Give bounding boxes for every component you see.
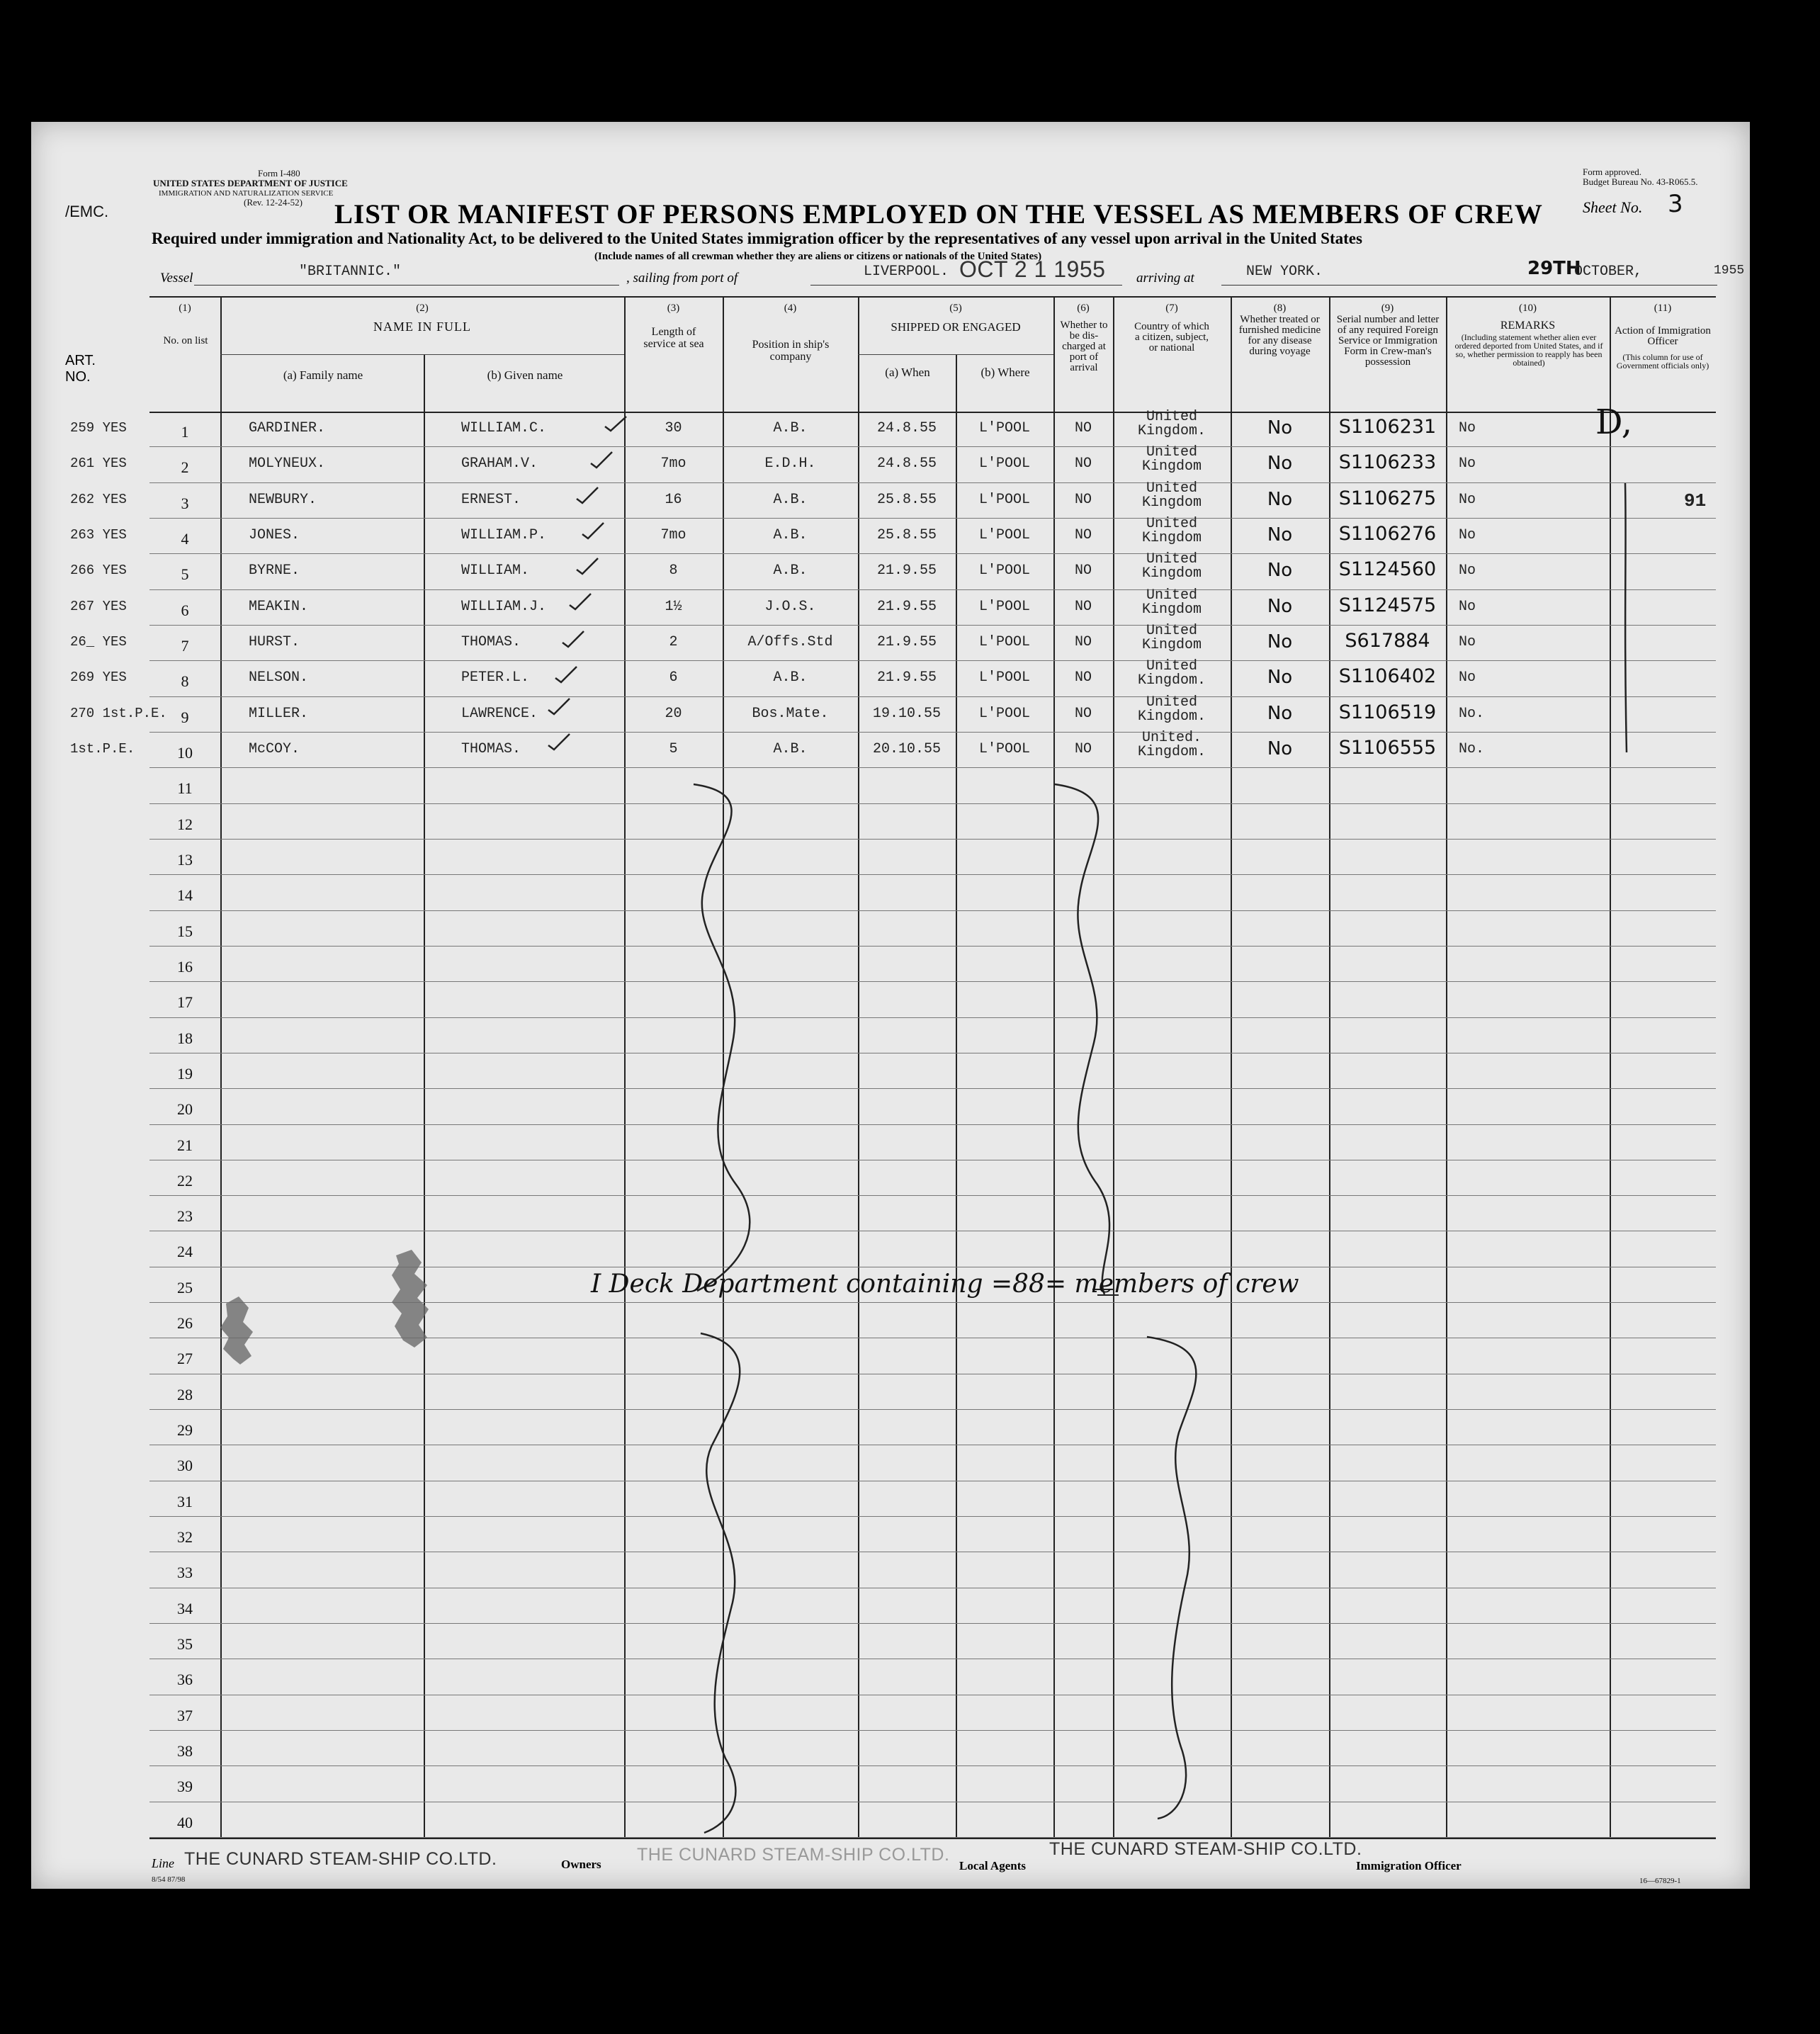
family-name: HURST.	[249, 633, 300, 650]
given-name: ERNEST.	[461, 491, 521, 508]
family-name: McCOY.	[249, 740, 300, 757]
given-name: WILLIAM.J.	[461, 598, 547, 615]
row-number: 15	[177, 922, 193, 940]
shipped-where: L'POOL	[978, 633, 1030, 650]
family-name: JONES.	[249, 526, 300, 543]
col9-number: (9)	[1381, 303, 1394, 314]
discharged: NO	[1074, 491, 1092, 508]
row-number: 34	[177, 1599, 193, 1617]
row-number: 28	[177, 1385, 193, 1403]
col10-number: (10)	[1519, 303, 1537, 314]
shipped-where: L'POOL	[978, 705, 1030, 722]
owners-value: THE CUNARD STEAM-SHIP CO.LTD.	[637, 1845, 950, 1865]
row-number: 24	[177, 1243, 193, 1261]
country: United Kingdom	[1141, 515, 1202, 546]
row-number: 27	[177, 1350, 193, 1368]
remarks: No	[1459, 669, 1476, 687]
medicine: No	[1267, 560, 1293, 582]
row-number: 29	[177, 1421, 193, 1440]
medicine: No	[1267, 702, 1293, 724]
vessel-name: "BRITANNIC."	[299, 264, 402, 280]
budget-bureau: Budget Bureau No. 43-R065.5.	[1583, 176, 1698, 187]
shipped-when: 21.9.55	[876, 598, 937, 615]
discharged: NO	[1074, 669, 1092, 687]
serial-number: S1106231	[1338, 416, 1437, 438]
art-number: 262 YES	[70, 491, 127, 507]
discharged: NO	[1074, 456, 1092, 473]
remarks: No	[1459, 563, 1476, 580]
art-number: 269 YES	[70, 669, 127, 686]
sheet-label: Sheet No.	[1583, 198, 1643, 216]
row-number: 5	[181, 565, 189, 584]
arrival-port: NEW YORK.	[1246, 264, 1323, 280]
remarks: No	[1459, 491, 1476, 508]
col4-number: (4)	[784, 303, 797, 314]
medicine: No	[1267, 488, 1293, 510]
length-of-service: 6	[669, 669, 678, 687]
sailing-label: , sailing from port of	[626, 271, 738, 286]
officer-mark: D,	[1595, 402, 1633, 442]
revision-date: (Rev. 12-24-52)	[244, 197, 303, 208]
art-number: 1st.P.E.	[70, 740, 135, 757]
shipped-when: 24.8.55	[876, 456, 937, 473]
shipped-where: L'POOL	[978, 456, 1030, 473]
shipped-when: 21.9.55	[876, 563, 937, 580]
row-number: 37	[177, 1706, 193, 1724]
handwriting-strokes	[31, 122, 1750, 1889]
row-number: 10	[177, 743, 193, 762]
position: A.B.	[773, 740, 808, 757]
medicine: No	[1267, 738, 1293, 759]
country: United Kingdom	[1141, 480, 1202, 511]
row-number: 20	[177, 1100, 193, 1119]
col2a-header: (a) Family name	[283, 368, 363, 382]
discharged: NO	[1074, 563, 1092, 580]
remarks: No	[1459, 420, 1476, 436]
medicine: No	[1267, 631, 1293, 652]
col3-number: (3)	[667, 303, 680, 314]
family-name: MOLYNEUX.	[249, 456, 326, 473]
row-number: 31	[177, 1492, 193, 1510]
col1-number: (1)	[179, 303, 191, 314]
given-name: THOMAS.	[461, 740, 521, 757]
serial-number: S1124575	[1338, 594, 1437, 616]
immigration-officer-label: Immigration Officer	[1356, 1859, 1462, 1872]
row-number: 16	[177, 957, 193, 976]
shipped-where: L'POOL	[978, 491, 1030, 508]
serial-number: S1106233	[1338, 451, 1437, 474]
officer-number: 91	[1684, 490, 1707, 512]
row-number: 8	[181, 672, 189, 691]
row-number: 7	[181, 636, 189, 655]
discharged: NO	[1074, 526, 1092, 543]
shipped-where: L'POOL	[978, 420, 1030, 436]
col2-header: NAME IN FULL	[373, 320, 471, 334]
page-subtitle: Required under immigration and Nationality Act, to be delivered to the United States immigration officer by the representatives of any vessel upon arrival in the United States	[152, 230, 1362, 247]
line-label: Line	[152, 1856, 175, 1870]
row-number: 22	[177, 1171, 193, 1190]
department-line: UNITED STATES DEPARTMENT OF JUSTICE	[153, 178, 348, 188]
remarks: No	[1459, 633, 1476, 650]
shipped-where: L'POOL	[978, 526, 1030, 543]
discharged: NO	[1074, 420, 1092, 436]
length-of-service: 2	[669, 633, 678, 650]
position: A.B.	[773, 420, 808, 436]
country: United Kingdom	[1141, 551, 1202, 582]
shipped-when: 21.9.55	[876, 669, 937, 687]
departure-port: LIVERPOOL.	[864, 264, 949, 280]
page-title: LIST OR MANIFEST OF PERSONS EMPLOYED ON THE VESSEL AS MEMBERS OF CREW	[334, 199, 1543, 230]
discharged: NO	[1074, 633, 1092, 650]
row-number: 6	[181, 601, 189, 619]
local-agents-label: Local Agents	[959, 1859, 1026, 1872]
gpo-code: 16—67829-1	[1639, 1877, 1681, 1885]
shipped-when: 20.10.55	[872, 740, 941, 757]
shipped-when: 25.8.55	[876, 491, 937, 508]
medicine: No	[1267, 453, 1293, 475]
shipped-where: L'POOL	[978, 598, 1030, 615]
line-value: THE CUNARD STEAM-SHIP CO.LTD.	[184, 1849, 497, 1869]
serial-number: S1106276	[1338, 522, 1437, 545]
col8-header: Whether treated or furnished medicine for any disease during voyage	[1238, 314, 1321, 357]
serial-number: S1106402	[1338, 665, 1437, 688]
family-name: NELSON.	[249, 669, 309, 687]
col10-header: REMARKS	[1500, 320, 1556, 332]
form-approved: Form approved.	[1583, 166, 1642, 177]
row-number: 9	[181, 708, 189, 726]
arrival-day: 29TH	[1527, 258, 1581, 279]
inclusion-note: (Include names of all crewman whether they are aliens or citizens or nationals of the United States)	[594, 251, 1042, 262]
row-number: 18	[177, 1029, 193, 1047]
deck-department-note: I Deck Department containing =88= members of crew	[591, 1270, 1299, 1299]
col4-header: Position in ship's company	[752, 339, 830, 363]
col6-header: Whether to be dis-charged at port of arrival	[1060, 320, 1108, 373]
art-number: 267 YES	[70, 598, 127, 614]
art-number: 263 YES	[70, 526, 127, 543]
row-number: 23	[177, 1207, 193, 1226]
remarks: No	[1459, 598, 1476, 615]
art-number: 270 1st.P.E.	[70, 705, 167, 721]
col3-header: Length of service at sea	[643, 326, 704, 350]
given-name: WILLIAM.P.	[461, 526, 547, 543]
col5-header: SHIPPED OR ENGAGED	[891, 320, 1021, 334]
given-name: PETER.L.	[461, 669, 530, 687]
position: A/Offs.Std	[747, 633, 833, 650]
discharged: NO	[1074, 740, 1092, 757]
length-of-service: 5	[669, 740, 678, 757]
position: A.B.	[773, 526, 808, 543]
row-number: 3	[181, 494, 189, 512]
row-number: 40	[177, 1813, 193, 1831]
arriving-label: arriving at	[1136, 271, 1194, 286]
medicine: No	[1267, 667, 1293, 689]
length-of-service: 20	[665, 705, 682, 722]
row-number: 36	[177, 1671, 193, 1689]
position: A.B.	[773, 669, 808, 687]
remarks: No	[1459, 526, 1476, 543]
row-number: 26	[177, 1314, 193, 1333]
row-number: 19	[177, 1064, 193, 1083]
art-number: 266 YES	[70, 563, 127, 579]
country: United. Kingdom.	[1137, 729, 1206, 760]
local-agents-value: THE CUNARD STEAM-SHIP CO.LTD.	[1049, 1839, 1362, 1859]
owners-label: Owners	[561, 1858, 601, 1871]
arrival-year: 1955	[1714, 264, 1745, 278]
shipped-where: L'POOL	[978, 669, 1030, 687]
length-of-service: 7mo	[660, 526, 686, 543]
row-number: 12	[177, 815, 193, 833]
given-name: GRAHAM.V.	[461, 456, 538, 473]
length-of-service: 8	[669, 563, 678, 580]
row-number: 35	[177, 1635, 193, 1654]
shipped-when: 21.9.55	[876, 633, 937, 650]
col5b-header: (b) Where	[980, 366, 1030, 379]
family-name: MEAKIN.	[249, 598, 309, 615]
row-number: 14	[177, 886, 193, 905]
serial-number: S1106519	[1338, 701, 1437, 723]
col11-number: (11)	[1654, 303, 1672, 314]
country: United Kingdom	[1141, 622, 1202, 653]
remarks: No.	[1459, 705, 1485, 722]
country: United Kingdom	[1141, 444, 1202, 475]
position: E.D.H.	[764, 456, 816, 473]
position: J.O.S.	[764, 598, 816, 615]
sheet-number: 3	[1668, 190, 1683, 218]
row-number: 32	[177, 1528, 193, 1547]
service-line: IMMIGRATION AND NATURALIZATION SERVICE	[159, 189, 334, 198]
row-number: 30	[177, 1457, 193, 1475]
family-name: BYRNE.	[249, 563, 300, 580]
art-number: 26_ YES	[70, 633, 127, 650]
given-name: LAWRENCE.	[461, 705, 538, 722]
row-number: 21	[177, 1136, 193, 1154]
medicine: No	[1267, 417, 1293, 439]
position: A.B.	[773, 563, 808, 580]
col5-number: (5)	[949, 303, 962, 314]
family-name: MILLER.	[249, 705, 309, 722]
shipped-where: L'POOL	[978, 563, 1030, 580]
serial-number: S1106275	[1338, 487, 1437, 509]
col1-header: No. on list	[163, 335, 208, 346]
col10-subheader: (Including statement whether alien ever ordered deported from United States, and if so, whether permission to reapply has been obtained)	[1454, 332, 1603, 368]
row-number: 2	[181, 458, 189, 477]
col11-subheader: (This column for use of Government officials only)	[1616, 352, 1709, 371]
col8-number: (8)	[1273, 303, 1287, 314]
medicine: No	[1267, 595, 1293, 617]
row-number: 17	[177, 993, 193, 1012]
discharged: NO	[1074, 598, 1092, 615]
family-name: GARDINER.	[249, 420, 326, 436]
vessel-label: Vessel	[160, 271, 193, 286]
row-number: 39	[177, 1778, 193, 1796]
col11-header: Action of Immigration Officer	[1615, 325, 1711, 347]
length-of-service: 7mo	[660, 456, 686, 473]
col5a-header: (a) When	[885, 366, 930, 379]
art-number: 261 YES	[70, 456, 127, 472]
col2-number: (2)	[416, 303, 429, 314]
discharged: NO	[1074, 705, 1092, 722]
row-number: 1	[181, 423, 189, 441]
manifest-sheet	[31, 122, 1750, 1889]
family-name: NEWBURY.	[249, 491, 317, 508]
art-number: 259 YES	[70, 420, 127, 436]
arrival-month: OCTOBER,	[1574, 264, 1643, 280]
shipped-when: 19.10.55	[872, 705, 941, 722]
length-of-service: 1½	[665, 598, 682, 615]
medicine: No	[1267, 524, 1293, 546]
given-name: WILLIAM.	[461, 563, 530, 580]
row-number: 11	[177, 779, 193, 798]
country: United Kingdom.	[1137, 658, 1206, 689]
col7-number: (7)	[1165, 303, 1178, 314]
row-number: 13	[177, 850, 193, 869]
given-name: WILLIAM.C.	[461, 420, 547, 436]
row-number: 4	[181, 529, 189, 548]
col2b-header: (b) Given name	[487, 368, 563, 382]
serial-number: S1106555	[1338, 736, 1437, 759]
row-number: 25	[177, 1278, 193, 1296]
row-number: 38	[177, 1742, 193, 1761]
art-no-label: ART. NO.	[65, 353, 96, 385]
country: United Kingdom.	[1137, 694, 1206, 725]
shipped-where: L'POOL	[978, 740, 1030, 757]
col9-header: Serial number and letter of any required Foreign Service or Immigration Form in Crew-man's possession	[1336, 314, 1440, 368]
margin-note: /EMC.	[65, 203, 109, 220]
position: A.B.	[773, 491, 808, 508]
country: United Kingdom.	[1137, 409, 1206, 439]
serial-number: S617884	[1345, 629, 1430, 652]
position: Bos.Mate.	[752, 705, 829, 722]
serial-number: S1124560	[1338, 558, 1437, 581]
country: United Kingdom	[1141, 587, 1202, 618]
shipped-when: 25.8.55	[876, 526, 937, 543]
length-of-service: 30	[665, 420, 682, 436]
form-number: Form I-480	[258, 168, 300, 179]
date-stamp: OCT 2 1 1955	[959, 256, 1106, 282]
print-code: 8/54 87/98	[152, 1875, 186, 1884]
given-name: THOMAS.	[461, 633, 521, 650]
shipped-when: 24.8.55	[876, 420, 937, 436]
remarks: No	[1459, 456, 1476, 473]
col7-header: Country of which a citizen, subject, or national	[1134, 321, 1209, 354]
col6-number: (6)	[1077, 303, 1090, 314]
row-number: 33	[177, 1564, 193, 1582]
remarks: No.	[1459, 740, 1485, 757]
length-of-service: 16	[665, 491, 682, 508]
